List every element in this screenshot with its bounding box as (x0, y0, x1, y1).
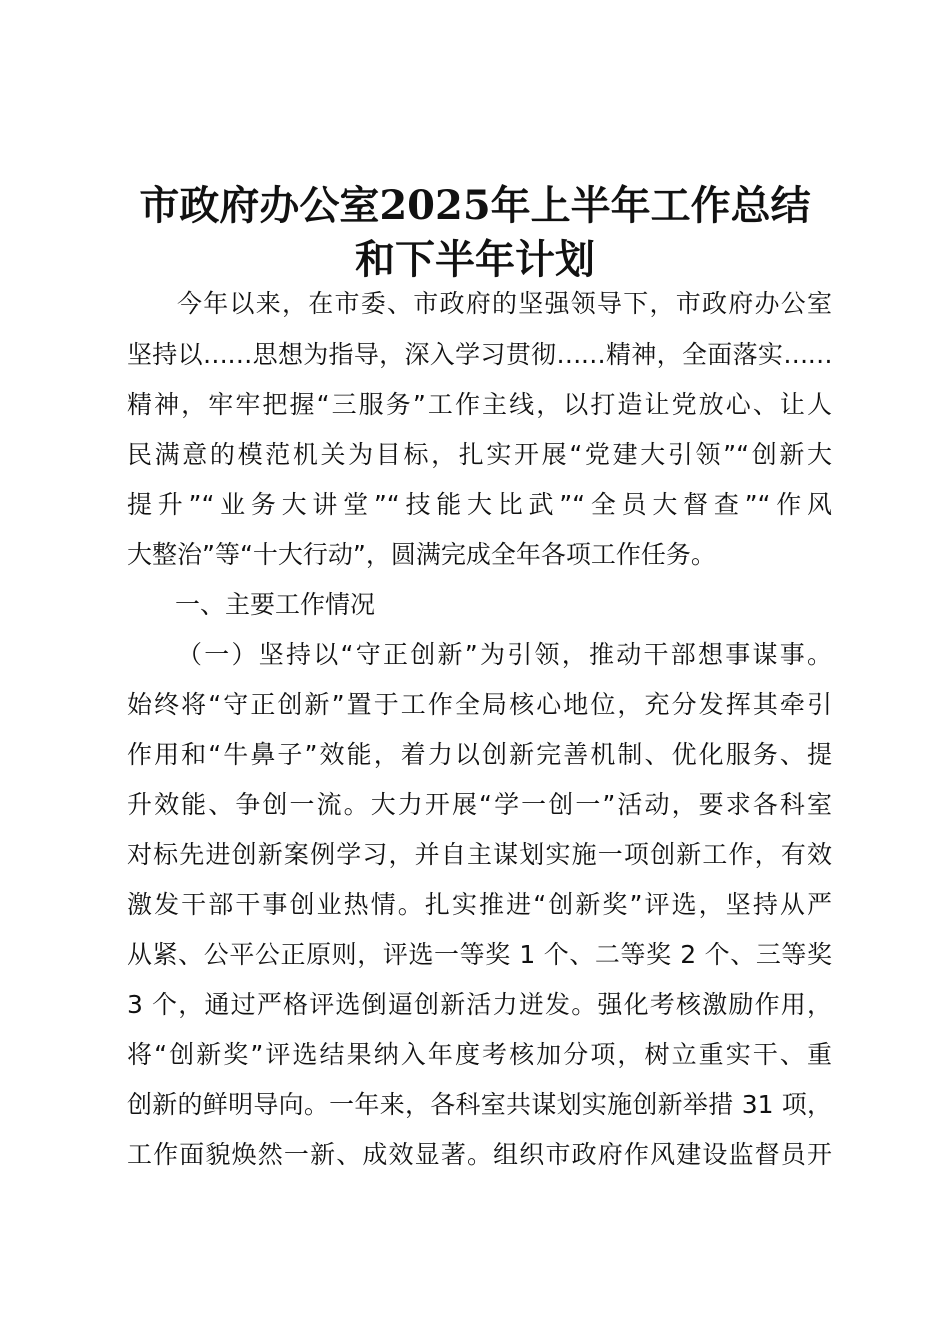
paragraph-line: 坚持以……思想为指导，深入学习贯彻……精神，全面落实…… (127, 340, 832, 369)
paragraph-line: 对标先进创新案例学习，并自主谋划实施一项创新工作，有效 (127, 840, 832, 869)
document-title-line-2: 和下半年计划 (355, 236, 595, 283)
paragraph-line: 从紧、公平公正原则，评选一等奖 1 个、二等奖 2 个、三等奖 (127, 940, 832, 969)
paragraph-line: 精神，牢牢把握“三服务”工作主线，以打造让党放心、让人 (127, 390, 832, 419)
paragraph-line: 工作面貌焕然一新、成效显著。组织市政府作风建设监督员开 (127, 1140, 832, 1169)
paragraph-line: 民满意的模范机关为目标，扎实开展“党建大引领”“创新大 (127, 440, 832, 469)
paragraph-line: （一）坚持以“守正创新”为引领，推动干部想事谋事。 (177, 640, 832, 669)
document-title-line-1: 市政府办公室2025年上半年工作总结 (139, 182, 811, 229)
paragraph-line: 大整治”等“十大行动”，圆满完成全年各项工作任务。 (127, 540, 716, 569)
paragraph-line: 始终将“守正创新”置于工作全局核心地位，充分发挥其牵引 (127, 690, 832, 719)
paragraph-line: 3 个，通过严格评选倒逼创新活力迸发。强化考核激励作用， (127, 990, 832, 1019)
paragraph-line: 提升”“业务大讲堂”“技能大比武”“全员大督查”“作风 (127, 490, 832, 519)
paragraph-line: 将“创新奖”评选结果纳入年度考核加分项，树立重实干、重 (127, 1040, 832, 1069)
paragraph-line: 作用和“牛鼻子”效能，着力以创新完善机制、优化服务、提 (127, 740, 832, 769)
paragraph-line: 今年以来，在市委、市政府的坚强领导下，市政府办公室 (177, 289, 832, 318)
section-heading: 一、主要工作情况 (175, 590, 376, 619)
paragraph-line: 激发干部干事创业热情。扎实推进“创新奖”评选，坚持从严 (127, 890, 832, 919)
paragraph-line: 升效能、争创一流。大力开展“学一创一”活动，要求各科室 (127, 790, 832, 819)
paragraph-line: 创新的鲜明导向。一年来，各科室共谋划实施创新举措 31 项， (127, 1090, 832, 1119)
